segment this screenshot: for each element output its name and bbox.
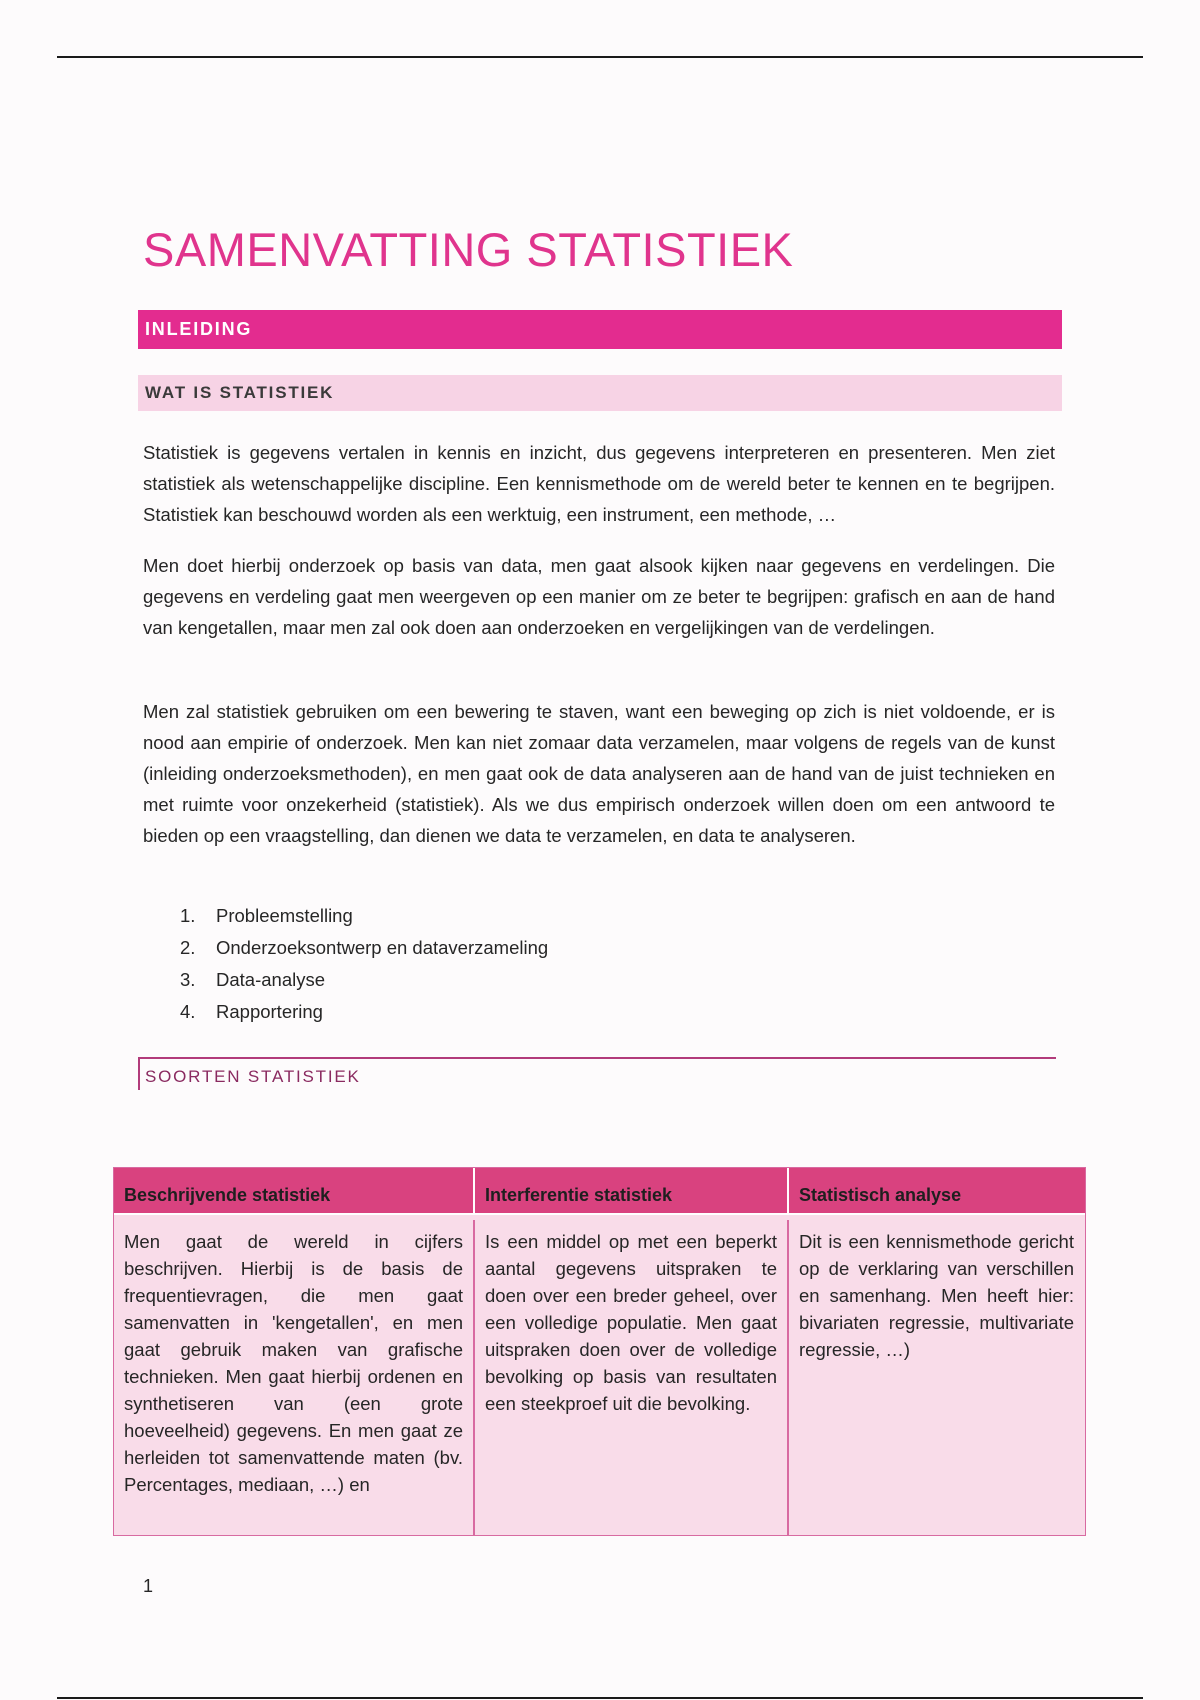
page-number: 1	[143, 1576, 154, 1596]
list-item	[180, 996, 548, 1028]
heading-inleiding: INLEIDING	[138, 310, 1062, 349]
list-label: Data-analyse	[216, 969, 326, 990]
document-title: SAMENVATTING STATISTIEK	[143, 223, 794, 276]
paragraph: Men doet hierbij onderzoek op basis van data, men gaat alsook kijken naar gegevens en verdelingen. Die gegevens en verdeling gaat men weergeven op een manier om ze beter te begrijpen: grafisch en aan de hand van kengetallen, maar men zal ook doen aan onderzoeken en vergelijkingen van de verdelingen.	[143, 555, 1055, 638]
list-number: 4.	[180, 1001, 196, 1022]
list-number: 2.	[180, 937, 196, 958]
footer-rule	[57, 1697, 1143, 1699]
list-label: Rapportering	[216, 1001, 323, 1022]
list-item	[180, 964, 548, 996]
statistics-types-table	[113, 1167, 1086, 1536]
list-label: Probleemstelling	[216, 905, 353, 926]
list-number: 3.	[180, 969, 196, 990]
heading-soorten-statistiek: SOORTEN STATISTIEK	[138, 1057, 1056, 1090]
table-header-row	[114, 1168, 1085, 1215]
list-item	[180, 900, 548, 932]
header-rule	[57, 56, 1143, 58]
heading-wat-is-statistiek: WAT IS STATISTIEK	[138, 375, 1062, 411]
paragraph: Men zal statistiek gebruiken om een bewering te staven, want een beweging op zich is niet voldoende, er is nood aan empirie of onderzoek. Men kan niet zomaar data verzamelen, maar volgens de regels van de kunst (inleiding onderzoeksmethoden), en men gaat ook de data analyseren aan de hand van de juist technieken en met ruimte voor onzekerheid (statistiek). Als we dus empirisch onderzoek willen doen om een antwoord te bieden op een vraagstelling, dan dienen we data te verzamelen, en data te analyseren.	[143, 701, 1055, 846]
table-cell: Is een middel op met een beperkt aantal gegevens uitspraken te doen over een breder geheel, over een volledige populatie. Men gaat uitspraken doen over de volledige bevolking op basis van resultaten een steekproef uit die bevolking.	[473, 1220, 787, 1535]
table-header-cell: Interferentie statistiek	[473, 1168, 787, 1213]
steps-list	[180, 900, 548, 1028]
table-header-cell: Statistisch analyse	[787, 1168, 1084, 1213]
table-cell: Dit is een kennismethode gericht op de verklaring van verschillen en samenhang. Men heeft hier: bivariaten regressie, multivariate regressie, …)	[787, 1220, 1084, 1535]
list-item	[180, 932, 548, 964]
table-row	[114, 1215, 1085, 1535]
list-number: 1.	[180, 905, 196, 926]
table-header-cell: Beschrijvende statistiek	[124, 1185, 331, 1205]
table-cell: Men gaat de wereld in cijfers beschrijven. Hierbij is de basis de frequentievragen, die men gaat samenvatten in 'kengetallen', en men gaat gebruik maken van grafische technieken. Men gaat hierbij ordenen en synthetiseren van (een grote hoeveelheid) gegevens. En men gaat ze herleiden tot samenvattende maten (bv. Percentages, mediaan, …) en	[124, 1231, 463, 1495]
list-label: Onderzoeksontwerp en dataverzameling	[216, 937, 549, 958]
paragraph: Statistiek is gegevens vertalen in kennis en inzicht, dus gegevens interpreteren en presenteren. Men ziet statistiek als wetenschappelijke discipline. Een kennismethode om de wereld beter te kennen en te begrijpen. Statistiek kan beschouwd worden als een werktuig, een instrument, een methode, …	[143, 442, 1055, 525]
